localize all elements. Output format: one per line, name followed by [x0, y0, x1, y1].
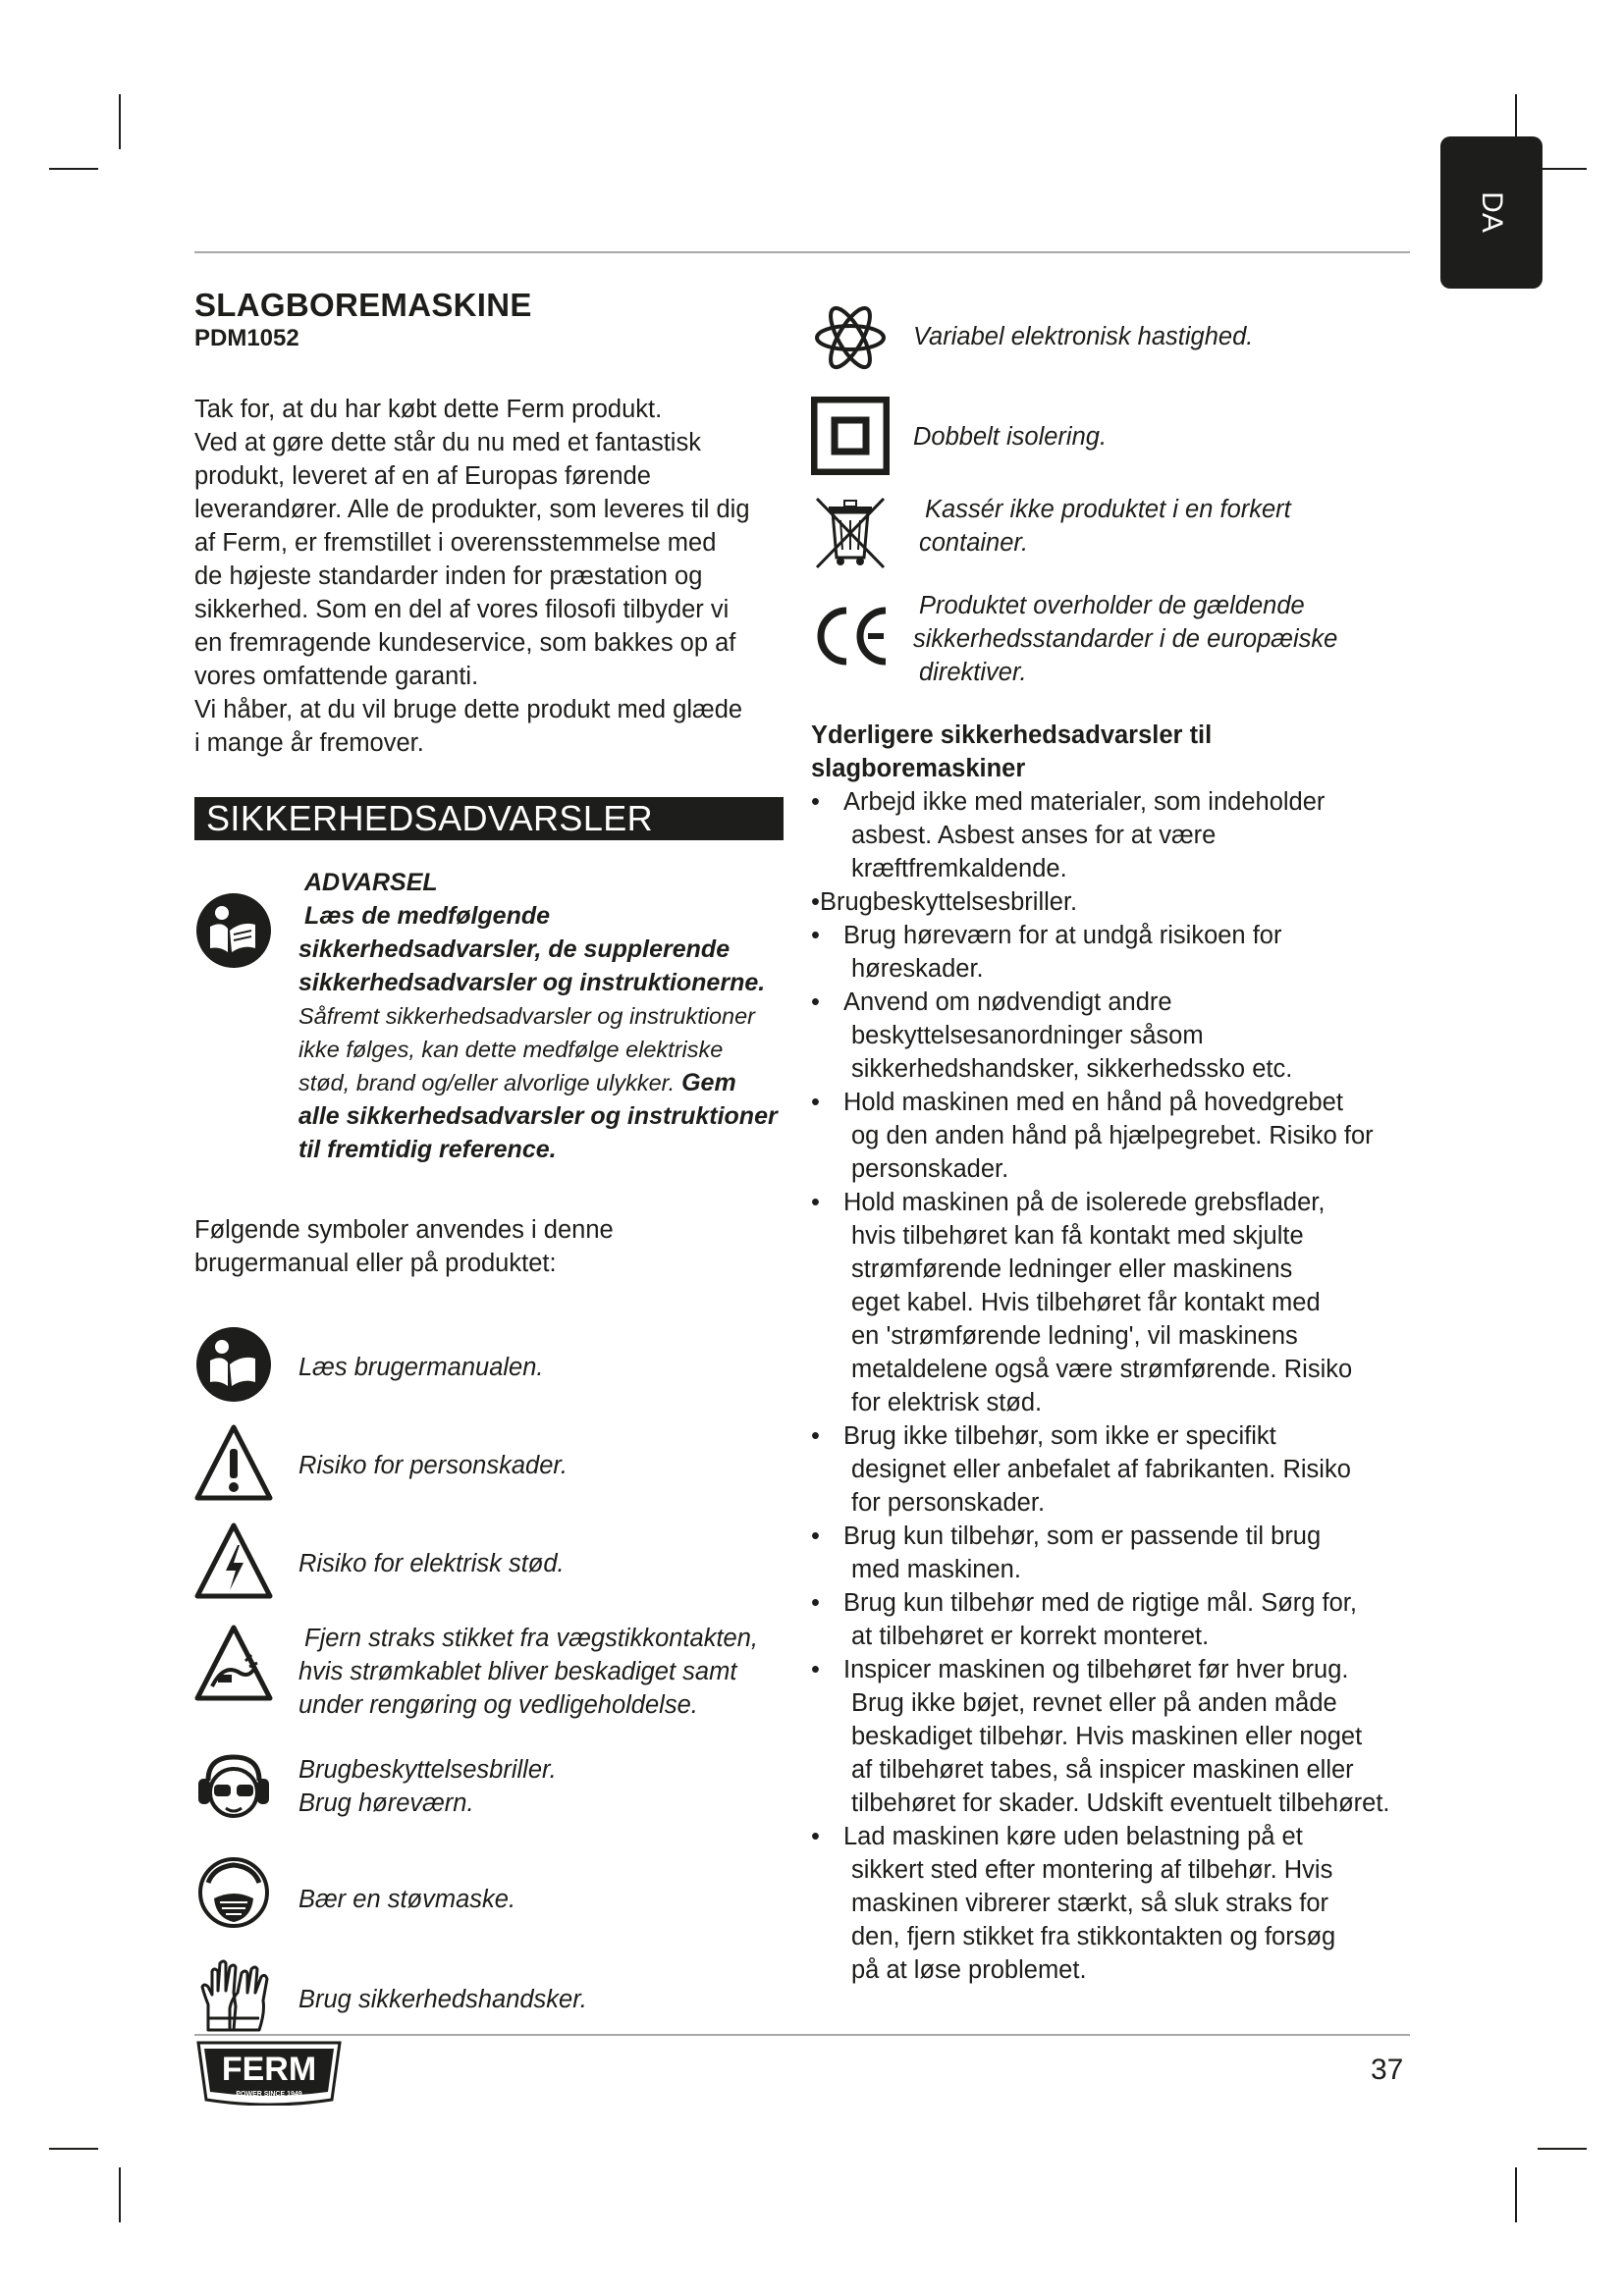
warning-bold-line: sikkerhedsadvarsler og instruktionerne.: [298, 969, 766, 996]
bullet-text: asbest. Asbest anses for at være: [851, 822, 1217, 849]
bullet-line: [811, 1319, 1420, 1353]
intro-line: af Ferm, er fremstillet i overensstemmelse med: [194, 529, 717, 557]
ce-mark-icon: [811, 597, 890, 675]
heading-line: Yderligere sikkerhedsadvarsler til: [811, 721, 1213, 749]
bullet-dot: •: [811, 922, 820, 949]
intro-line: leverandører. Alle de produkter, som leveres til dig: [194, 496, 750, 523]
bullet-line: [811, 852, 1420, 885]
warning-mixed-line: [298, 1066, 784, 1099]
bullet-line: [811, 1953, 1420, 1987]
variable-speed-icon: [811, 298, 890, 377]
damaged-cable-icon: [194, 1624, 273, 1702]
bullet-text: Hold maskinen på de isolerede grebsflader,: [843, 1189, 1326, 1216]
intro-line: Tak for, at du har købt dette Ferm produkt.: [194, 396, 663, 423]
header-rule: [194, 251, 1410, 253]
language-tab: [1440, 136, 1543, 289]
bullet-line: [811, 986, 1420, 1019]
symbol-list-left: [194, 1325, 784, 2052]
warning-bold-line: alle sikkerhedsadvarsler og instruktioner: [298, 1102, 778, 1130]
bullet-text: kræftfremkaldende.: [851, 855, 1067, 882]
bullet-line: [811, 1386, 1420, 1419]
right-column: [811, 287, 1410, 1984]
warning-bold-line: Læs de medfølgende: [304, 902, 551, 930]
crop-mark: [1538, 168, 1587, 170]
symbol-text: Læs brugermanualen.: [298, 1354, 544, 1381]
symbol-text: under rengøring og vedligeholdelse.: [298, 1691, 698, 1719]
warning-text: [298, 866, 784, 1166]
safety-gloves-icon: [194, 1953, 273, 2032]
bullet-text: af tilbehøret tabes, så inspicer maskinen eller: [851, 1756, 1354, 1784]
heading-line: slagboremaskiner: [811, 755, 1026, 782]
warning-triangle-icon: [194, 1423, 273, 1502]
intro-line: Ved at gøre dette står du nu med et fantastisk: [194, 429, 701, 456]
crop-mark: [119, 2167, 121, 2222]
warning-title: ADVARSEL: [304, 869, 438, 896]
bullet-line: [811, 1620, 1420, 1653]
symbols-intro-line: Følgende symboler anvendes i denne: [194, 1216, 614, 1244]
read-manual-icon: [194, 1325, 273, 1404]
bullet-text: metaldelene også være strømførende. Risiko: [851, 1356, 1353, 1383]
warning-bold-line: til fremtidig reference.: [298, 1136, 557, 1163]
bullet-text: maskinen vibrerer stærkt, så sluk straks for: [851, 1890, 1329, 1917]
bullet-line: [811, 785, 1420, 819]
bullet-dot: •: [811, 1656, 820, 1683]
additional-warnings-list: [811, 785, 1420, 1987]
crop-mark: [49, 168, 98, 170]
bullet-dot: •: [811, 888, 820, 916]
bullet-line: [811, 1353, 1420, 1386]
bullet-text: Hold maskinen med en hånd på hovedgrebet: [843, 1089, 1343, 1116]
symbol-text: Bær en støvmaske.: [298, 1886, 516, 1913]
symbols-intro-line: brugermanual eller på produktet:: [194, 1250, 557, 1277]
symbol-text: Fjern straks stikket fra vægstikkontakten,: [304, 1625, 758, 1652]
bullet-text: og den anden hånd på hjælpegrebet. Risiko for: [851, 1122, 1374, 1149]
intro-line: i mange år fremover.: [194, 729, 424, 757]
bullet-line: [811, 1553, 1420, 1586]
bullet-line: [811, 919, 1420, 952]
bullet-text: på at løse problemet.: [851, 1956, 1087, 1984]
bullet-text: Brug kun tilbehør med de rigtige mål. Sørg for,: [843, 1589, 1357, 1617]
bullet-dot: •: [811, 988, 820, 1016]
bullet-dot: •: [811, 1522, 820, 1550]
bullet-line: [811, 1787, 1420, 1820]
bullet-line: [811, 1586, 1420, 1620]
section-heading-safety: SIKKERHEDSADVARSLER: [194, 797, 784, 840]
bullet-text: Brug ikke tilbehør, som ikke er specifikt: [843, 1422, 1276, 1450]
bullet-line: [811, 1219, 1420, 1253]
language-tab-label: DA: [1476, 191, 1508, 233]
symbols-intro: [194, 1213, 784, 1280]
bullet-text: personskader.: [851, 1155, 1009, 1183]
bullet-text: beskadiget tilbehør. Hvis maskinen eller noget: [851, 1723, 1363, 1750]
intro-line: sikkerhed. Som en del af vores filosofi tilbyder vi: [194, 596, 730, 623]
crop-mark: [1538, 2148, 1587, 2150]
logo-tagline: POWER SINCE 1949: [236, 2091, 302, 2098]
bullet-dot: •: [811, 1823, 820, 1850]
bullet-line: [811, 1820, 1420, 1853]
intro-line: de højeste standarder inden for præstation og: [194, 562, 703, 590]
bullet-text: tilbehøret for skader. Udskift eventuelt tilbehøret.: [851, 1789, 1390, 1817]
symbol-text: Brug sikkerhedshandsker.: [298, 1986, 587, 2013]
bullet-line: [811, 1720, 1420, 1753]
intro-line: vores omfattende garanti.: [194, 663, 479, 690]
bullet-line: [811, 1520, 1420, 1553]
crop-mark: [49, 2148, 98, 2150]
bullet-dot: •: [811, 1422, 820, 1450]
bullet-text: høreskader.: [851, 955, 984, 983]
bullet-line: [811, 1152, 1420, 1186]
goggles-earmuffs-icon: [194, 1751, 273, 1830]
bullet-text: Arbejd ikke med materialer, som indeholder: [843, 788, 1326, 816]
symbol-text: hvis strømkablet bliver beskadiget samt: [298, 1658, 737, 1685]
crop-mark: [1515, 2167, 1517, 2222]
bullet-line: [811, 952, 1420, 986]
warning-italic-line: ikke følges, kan dette medfølge elektriske: [298, 1037, 724, 1062]
document-title: SLAGBOREMASKINE: [194, 287, 532, 323]
intro-line: Vi håber, at du vil bruge dette produkt med glæde: [194, 696, 743, 723]
read-manual-icon: [194, 891, 273, 970]
ferm-logo: [194, 2039, 344, 2106]
left-column: [194, 287, 784, 2052]
symbol-text: direktiver.: [919, 659, 1027, 686]
bullet-line: [811, 1486, 1420, 1520]
double-insulation-icon: [811, 397, 890, 475]
bullet-line: [811, 885, 1420, 919]
bullet-line: [811, 1653, 1420, 1686]
bullet-text: Brug kun tilbehør, som er passende til brug: [843, 1522, 1322, 1550]
dust-mask-icon: [194, 1853, 273, 1932]
bullet-text: sikkert sted efter montering af tilbehør. Hvis: [851, 1856, 1333, 1884]
bullet-text: eget kabel. Hvis tilbehøret får kontakt med: [851, 1289, 1321, 1316]
warning-bold-fragment: Gem: [681, 1069, 736, 1096]
bullet-line: [811, 1887, 1420, 1920]
bullet-dot: •: [811, 1189, 820, 1216]
symbol-text: sikkerhedsstandarder i de europæiske: [913, 625, 1338, 653]
intro-line: en fremragende kundeservice, som bakkes op af: [194, 629, 736, 657]
bullet-text: for personskader.: [851, 1489, 1046, 1517]
bullet-line: [811, 1853, 1420, 1887]
bullet-text: en 'strømførende ledning', vil maskinens: [851, 1322, 1298, 1350]
bullet-line: [811, 1019, 1420, 1052]
symbol-text: Risiko for elektrisk stød.: [298, 1550, 565, 1577]
page-number: 37: [1371, 2054, 1404, 2086]
intro-text: [194, 393, 784, 760]
bullet-line: [811, 1086, 1420, 1119]
symbol-text: Brug høreværn.: [298, 1789, 474, 1817]
symbol-text: Risiko for personskader.: [298, 1452, 568, 1479]
symbol-text: Dobbelt isolering.: [913, 423, 1108, 451]
intro-line: produkt, leveret af en af Europas førende: [194, 462, 651, 490]
weee-bin-icon: [811, 493, 890, 571]
bullet-text: Anvend om nødvendigt andre: [843, 988, 1172, 1016]
bullet-line: [811, 1052, 1420, 1086]
additional-warnings-heading: [811, 719, 1212, 785]
model-number: PDM1052: [194, 325, 299, 351]
symbol-text: Variabel elektronisk hastighed.: [913, 323, 1254, 350]
logo-text: FERM: [221, 2051, 317, 2088]
bullet-dot: •: [811, 1089, 820, 1116]
bullet-line: [811, 1119, 1420, 1152]
bullet-text: Inspicer maskinen og tilbehøret før hver brug.: [843, 1656, 1349, 1683]
warning-italic-fragment: stød, brand og/eller alvorlige ulykker.: [298, 1070, 676, 1095]
warning-block: [194, 866, 784, 1166]
bullet-text: Brug høreværn for at undgå risikoen for: [843, 922, 1282, 949]
warning-bold-line: sikkerhedsadvarsler, de supplerende: [298, 935, 731, 963]
symbol-text: Produktet overholder de gældende: [919, 592, 1305, 619]
bullet-text: Brug ikke bøjet, revnet eller på anden måde: [851, 1689, 1337, 1717]
bullet-line: [811, 1286, 1420, 1319]
bullet-line: [811, 1453, 1420, 1486]
bullet-text: sikkerhedshandsker, sikkerhedssko etc.: [851, 1055, 1293, 1083]
bullet-line: [811, 1419, 1420, 1453]
bullet-line: [811, 1186, 1420, 1219]
bullet-text: Lad maskinen køre uden belastning på et: [843, 1823, 1303, 1850]
bullet-text: for elektrisk stød.: [851, 1389, 1043, 1416]
bullet-line: [811, 1753, 1420, 1787]
bullet-line: [811, 1920, 1420, 1953]
footer-rule: [194, 2034, 1410, 2036]
symbol-text: Kassér ikke produktet i en forkert: [925, 496, 1291, 523]
symbol-text: Brugbeskyttelsesbriller.: [298, 1756, 557, 1784]
symbol-list-right: [811, 287, 1410, 719]
bullet-line: [811, 819, 1420, 852]
bullet-text: Brugbeskyttelsesbriller.: [819, 888, 1078, 916]
bullet-text: hvis tilbehøret kan få kontakt med skjulte: [851, 1222, 1304, 1250]
crop-mark: [119, 94, 121, 149]
electric-shock-icon: [194, 1522, 273, 1600]
bullet-text: at tilbehøret er korrekt monteret.: [851, 1623, 1210, 1650]
bullet-text: med maskinen.: [851, 1556, 1021, 1583]
warning-italic-line: Såfremt sikkerhedsadvarsler og instruktioner: [298, 1003, 755, 1029]
bullet-dot: •: [811, 1589, 820, 1617]
bullet-text: beskyttelsesanordninger såsom: [851, 1022, 1204, 1049]
bullet-line: [811, 1253, 1420, 1286]
bullet-line: [811, 1686, 1420, 1720]
bullet-dot: •: [811, 788, 820, 816]
bullet-text: den, fjern stikket fra stikkontakten og forsøg: [851, 1923, 1336, 1950]
bullet-text: strømførende ledninger eller maskinens: [851, 1255, 1293, 1283]
bullet-text: designet eller anbefalet af fabrikanten. Risiko: [851, 1456, 1351, 1483]
symbol-text: container.: [919, 529, 1029, 557]
